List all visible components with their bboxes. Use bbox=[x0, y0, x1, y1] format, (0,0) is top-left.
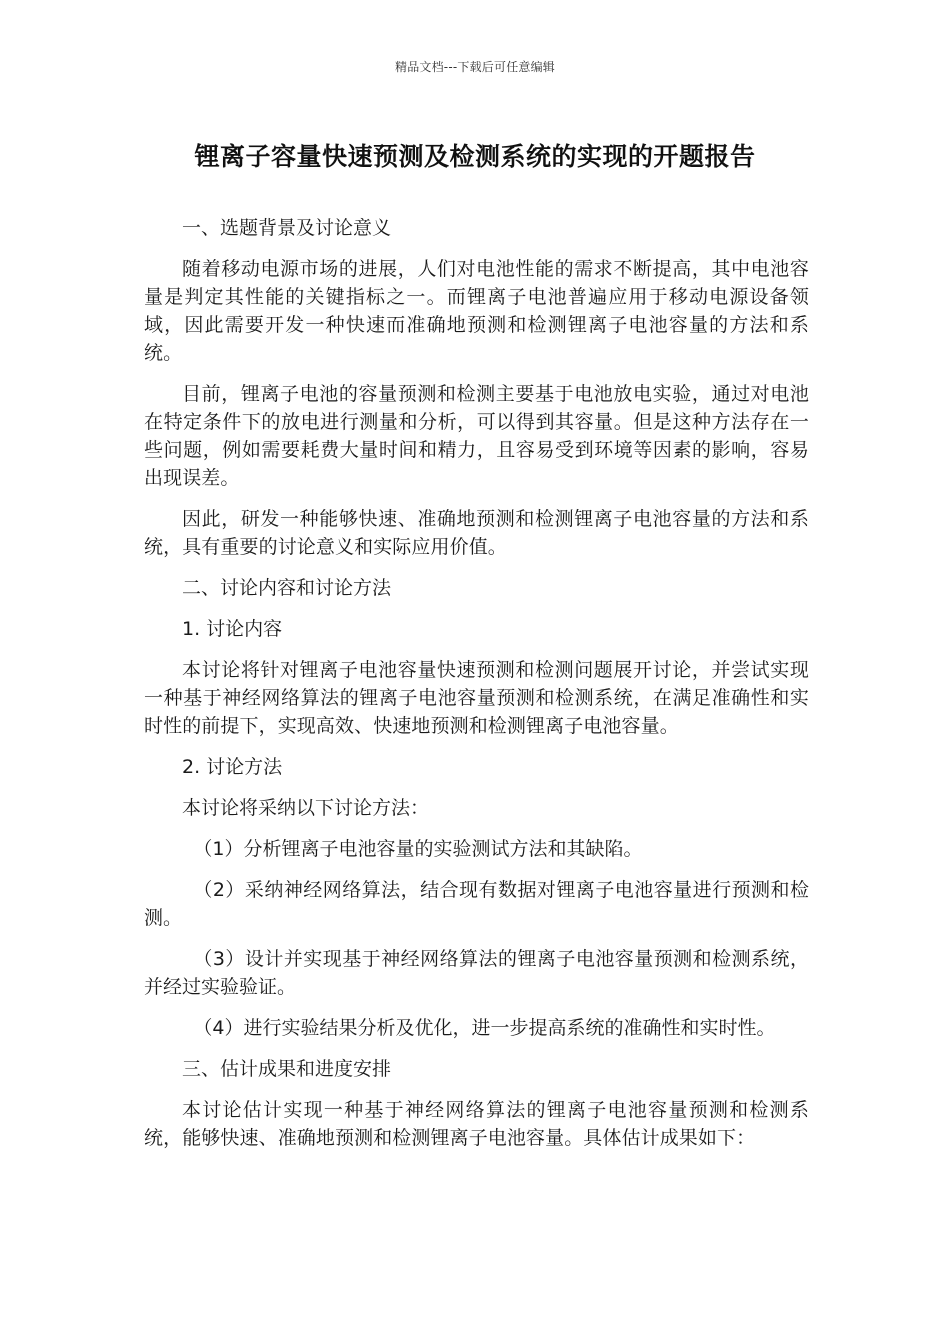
list-item: （1）分析锂离子电池容量的实验测试方法和其缺陷。 bbox=[193, 838, 643, 860]
paragraph: 因此，研发一种能够快速、准确地预测和检测锂离子电池容量的方法和系统，具有重要的讨论意义和实际应用价值。 bbox=[144, 508, 809, 558]
document-title: 锂离子容量快速预测及检测系统的实现的开题报告 bbox=[194, 142, 756, 171]
section-heading-3: 三、估计成果和进度安排 bbox=[182, 1058, 392, 1080]
page-header: 精品文档---下载后可任意编辑 bbox=[395, 60, 555, 74]
list-item: （3）设计并实现基于神经网络算法的锂离子电池容量预测和检测系统，并经过实验验证。 bbox=[144, 948, 809, 998]
document-body bbox=[144, 214, 809, 1165]
paragraph: 本讨论估计实现一种基于神经网络算法的锂离子电池容量预测和检测系统，能够快速、准确地预测和检测锂离子电池容量。具体估计成果如下： bbox=[144, 1099, 809, 1149]
paragraph: 目前，锂离子电池的容量预测和检测主要基于电池放电实验，通过对电池在特定条件下的放电进行测量和分析，可以得到其容量。但是这种方法存在一些问题，例如需要耗费大量时间和精力，且容易受到环境等因素的影响，容易出现误差。 bbox=[144, 383, 809, 489]
section-heading-2: 二、讨论内容和讨论方法 bbox=[182, 577, 392, 599]
section-heading-1: 一、选题背景及讨论意义 bbox=[182, 217, 392, 239]
subsection-heading-2: 2. 讨论方法 bbox=[182, 756, 283, 778]
paragraph: 随着移动电源市场的进展，人们对电池性能的需求不断提高，其中电池容量是判定其性能的关键指标之一。而锂离子电池普遍应用于移动电源设备领域，因此需要开发一种快速而准确地预测和检测锂离子电池容量的方法和系统。 bbox=[144, 258, 809, 364]
list-item: （4）进行实验结果分析及优化，进一步提高系统的准确性和实时性。 bbox=[193, 1017, 776, 1039]
list-item: （2）采纳神经网络算法，结合现有数据对锂离子电池容量进行预测和检测。 bbox=[144, 879, 809, 929]
subsection-heading-1: 1. 讨论内容 bbox=[182, 618, 283, 640]
paragraph: 本讨论将针对锂离子电池容量快速预测和检测问题展开讨论，并尝试实现一种基于神经网络算法的锂离子电池容量预测和检测系统，在满足准确性和实时性的前提下，实现高效、快速地预测和检测锂离子电池容量。 bbox=[144, 659, 809, 737]
methods-intro: 本讨论将采纳以下讨论方法： bbox=[182, 797, 430, 819]
